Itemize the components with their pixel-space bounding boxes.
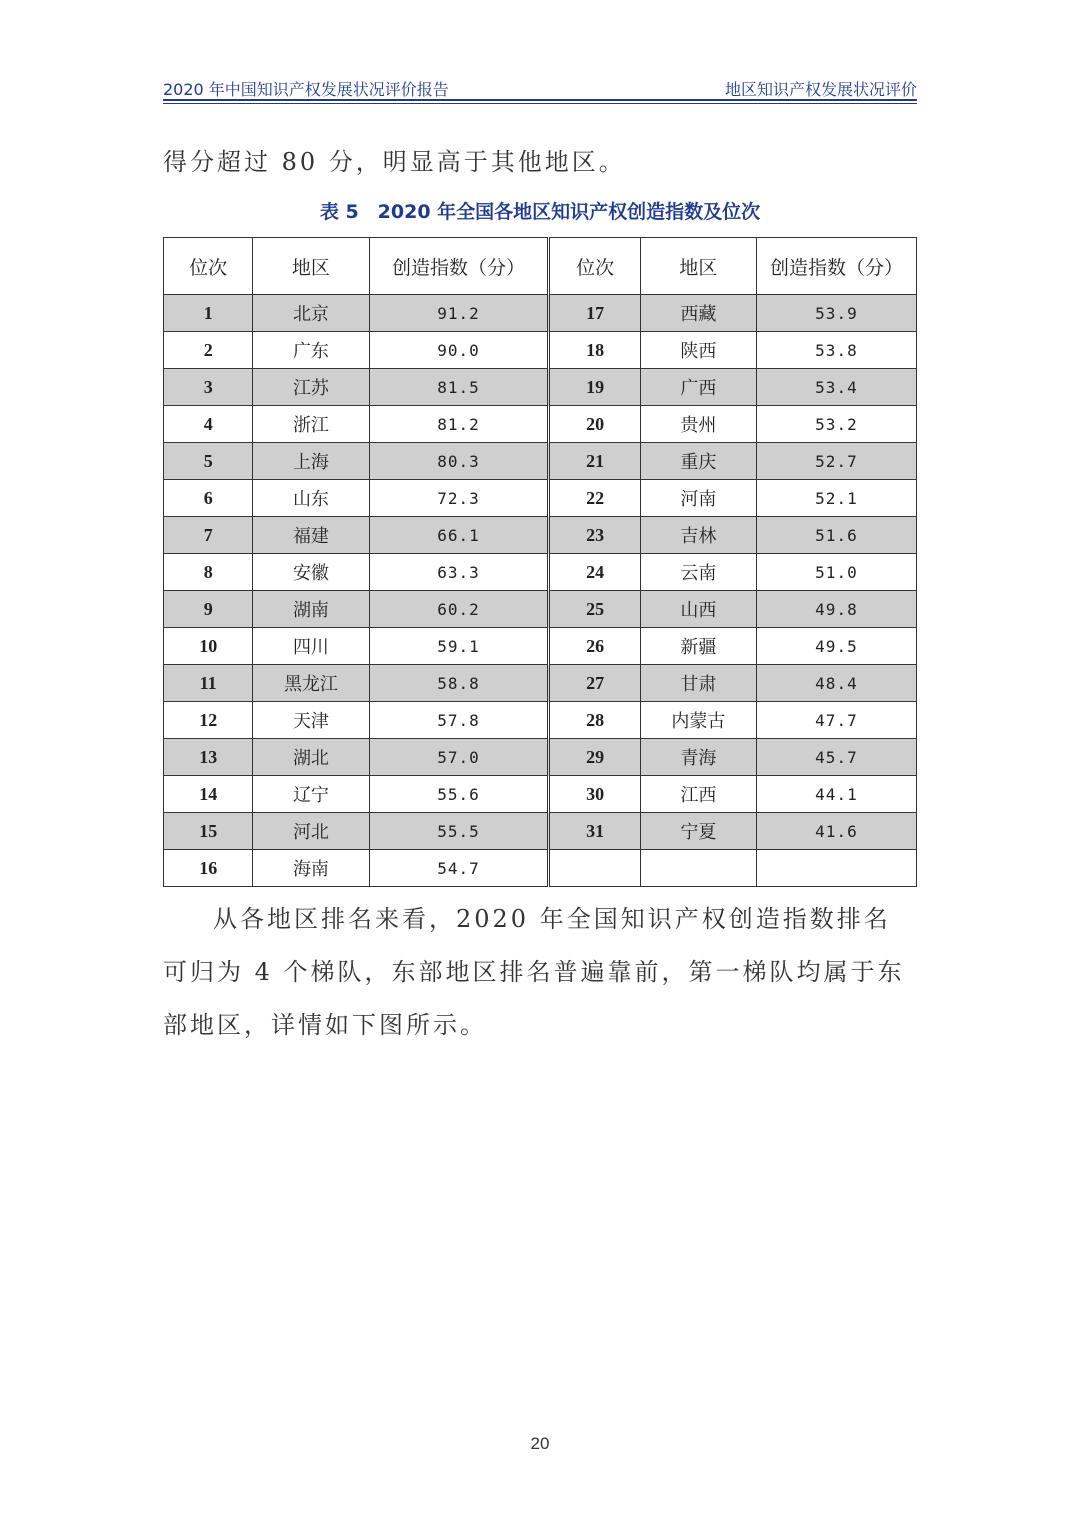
- table-row: [164, 591, 917, 628]
- cell-rank-2: 18: [549, 332, 640, 369]
- cell-score-2: 49.5: [756, 628, 916, 665]
- cell-region: 四川: [253, 628, 369, 665]
- cell-rank-2: 20: [549, 406, 640, 443]
- cell-score-2: [756, 850, 916, 887]
- cell-score: 54.7: [369, 850, 549, 887]
- cell-score-2: 48.4: [756, 665, 916, 702]
- header-rank: 位次: [164, 238, 253, 295]
- table-row: [164, 850, 917, 887]
- cell-region: 浙江: [253, 406, 369, 443]
- cell-rank-2: 29: [549, 739, 640, 776]
- table-header-row: [164, 238, 917, 295]
- cell-score: 55.6: [369, 776, 549, 813]
- cell-rank: 14: [164, 776, 253, 813]
- header-region-2: 地区: [640, 238, 756, 295]
- header-region: 地区: [253, 238, 369, 295]
- table-row: [164, 406, 917, 443]
- cell-region: 辽宁: [253, 776, 369, 813]
- cell-rank-2: 30: [549, 776, 640, 813]
- header-rule-thin: [163, 103, 917, 104]
- cell-score-2: 41.6: [756, 813, 916, 850]
- cell-rank: 8: [164, 554, 253, 591]
- cell-score: 81.2: [369, 406, 549, 443]
- cell-rank-2: 28: [549, 702, 640, 739]
- cell-region: 海南: [253, 850, 369, 887]
- cell-rank: 12: [164, 702, 253, 739]
- cell-rank-2: 26: [549, 628, 640, 665]
- cell-region: 黑龙江: [253, 665, 369, 702]
- table-row: [164, 665, 917, 702]
- cell-rank-2: 25: [549, 591, 640, 628]
- table-row: [164, 554, 917, 591]
- header-section-title: 地区知识产权发展状况评价: [724, 80, 917, 99]
- cell-region: 上海: [253, 443, 369, 480]
- table-row: [164, 702, 917, 739]
- cell-region-2: 西藏: [640, 295, 756, 332]
- cell-region-2: [640, 850, 756, 887]
- cell-rank-2: 31: [549, 813, 640, 850]
- cell-region-2: 江西: [640, 776, 756, 813]
- cell-rank-2: 23: [549, 517, 640, 554]
- page-number: 20: [530, 1434, 550, 1453]
- table-row: [164, 480, 917, 517]
- header-rule: [163, 99, 917, 101]
- cell-rank: 13: [164, 739, 253, 776]
- table-row: [164, 739, 917, 776]
- cell-rank: 9: [164, 591, 253, 628]
- cell-region-2: 广西: [640, 369, 756, 406]
- cell-rank: 7: [164, 517, 253, 554]
- cell-score-2: 53.9: [756, 295, 916, 332]
- table-row: [164, 443, 917, 480]
- table-row: [164, 332, 917, 369]
- cell-rank: 16: [164, 850, 253, 887]
- header-score-2: 创造指数（分）: [756, 238, 916, 295]
- cell-region-2: 云南: [640, 554, 756, 591]
- page-header: [163, 74, 917, 100]
- cell-rank: 3: [164, 369, 253, 406]
- cell-score-2: 44.1: [756, 776, 916, 813]
- cell-rank-2: [549, 850, 640, 887]
- cell-score: 72.3: [369, 480, 549, 517]
- cell-score-2: 51.6: [756, 517, 916, 554]
- paragraph-top: 得分超过 80 分，明显高于其他地区。: [163, 148, 626, 176]
- cell-score: 57.0: [369, 739, 549, 776]
- cell-region-2: 宁夏: [640, 813, 756, 850]
- table-row: [164, 517, 917, 554]
- cell-score: 66.1: [369, 517, 549, 554]
- table-row: [164, 369, 917, 406]
- header-report-title: 2020 年中国知识产权发展状况评价报告: [163, 80, 449, 99]
- cell-score: 55.5: [369, 813, 549, 850]
- cell-score: 91.2: [369, 295, 549, 332]
- cell-score-2: 45.7: [756, 739, 916, 776]
- cell-score: 60.2: [369, 591, 549, 628]
- cell-rank-2: 27: [549, 665, 640, 702]
- cell-score: 90.0: [369, 332, 549, 369]
- cell-rank-2: 17: [549, 295, 640, 332]
- cell-score-2: 53.2: [756, 406, 916, 443]
- cell-region: 安徽: [253, 554, 369, 591]
- cell-score: 63.3: [369, 554, 549, 591]
- cell-region: 江苏: [253, 369, 369, 406]
- cell-score: 81.5: [369, 369, 549, 406]
- cell-score-2: 53.8: [756, 332, 916, 369]
- table-title: 表 5 2020 年全国各地区知识产权创造指数及位次: [319, 201, 761, 223]
- cell-score: 80.3: [369, 443, 549, 480]
- table-row: [164, 295, 917, 332]
- cell-score: 58.8: [369, 665, 549, 702]
- cell-region-2: 青海: [640, 739, 756, 776]
- cell-rank: 15: [164, 813, 253, 850]
- cell-rank: 10: [164, 628, 253, 665]
- header-rank-2: 位次: [549, 238, 640, 295]
- cell-score-2: 49.8: [756, 591, 916, 628]
- table-body: [164, 295, 917, 887]
- ranking-table: [163, 237, 917, 887]
- cell-region: 湖南: [253, 591, 369, 628]
- cell-score: 59.1: [369, 628, 549, 665]
- cell-rank: 6: [164, 480, 253, 517]
- cell-region-2: 重庆: [640, 443, 756, 480]
- cell-rank-2: 24: [549, 554, 640, 591]
- cell-rank-2: 22: [549, 480, 640, 517]
- table-row: [164, 628, 917, 665]
- cell-region: 天津: [253, 702, 369, 739]
- cell-region-2: 内蒙古: [640, 702, 756, 739]
- cell-region: 广东: [253, 332, 369, 369]
- table-row: [164, 776, 917, 813]
- cell-rank: 11: [164, 665, 253, 702]
- cell-score-2: 51.0: [756, 554, 916, 591]
- cell-rank: 5: [164, 443, 253, 480]
- cell-region-2: 新疆: [640, 628, 756, 665]
- paragraph-bottom: 从各地区排名来看，2020 年全国知识产权创造指数排名可归为 4 个梯队，东部地区排名普遍靠前，第一梯队均属于东部地区，详情如下图所示。: [163, 905, 905, 1039]
- cell-score-2: 47.7: [756, 702, 916, 739]
- cell-region-2: 甘肃: [640, 665, 756, 702]
- cell-rank-2: 21: [549, 443, 640, 480]
- cell-region: 福建: [253, 517, 369, 554]
- cell-rank: 4: [164, 406, 253, 443]
- header-score: 创造指数（分）: [369, 238, 549, 295]
- cell-score-2: 53.4: [756, 369, 916, 406]
- cell-region: 山东: [253, 480, 369, 517]
- cell-region: 北京: [253, 295, 369, 332]
- cell-rank-2: 19: [549, 369, 640, 406]
- cell-region-2: 山西: [640, 591, 756, 628]
- cell-score-2: 52.7: [756, 443, 916, 480]
- cell-rank: 2: [164, 332, 253, 369]
- cell-rank: 1: [164, 295, 253, 332]
- cell-score: 57.8: [369, 702, 549, 739]
- cell-region-2: 河南: [640, 480, 756, 517]
- cell-region-2: 贵州: [640, 406, 756, 443]
- cell-region: 河北: [253, 813, 369, 850]
- table-row: [164, 813, 917, 850]
- cell-score-2: 52.1: [756, 480, 916, 517]
- cell-region-2: 陕西: [640, 332, 756, 369]
- cell-region-2: 吉林: [640, 517, 756, 554]
- cell-region: 湖北: [253, 739, 369, 776]
